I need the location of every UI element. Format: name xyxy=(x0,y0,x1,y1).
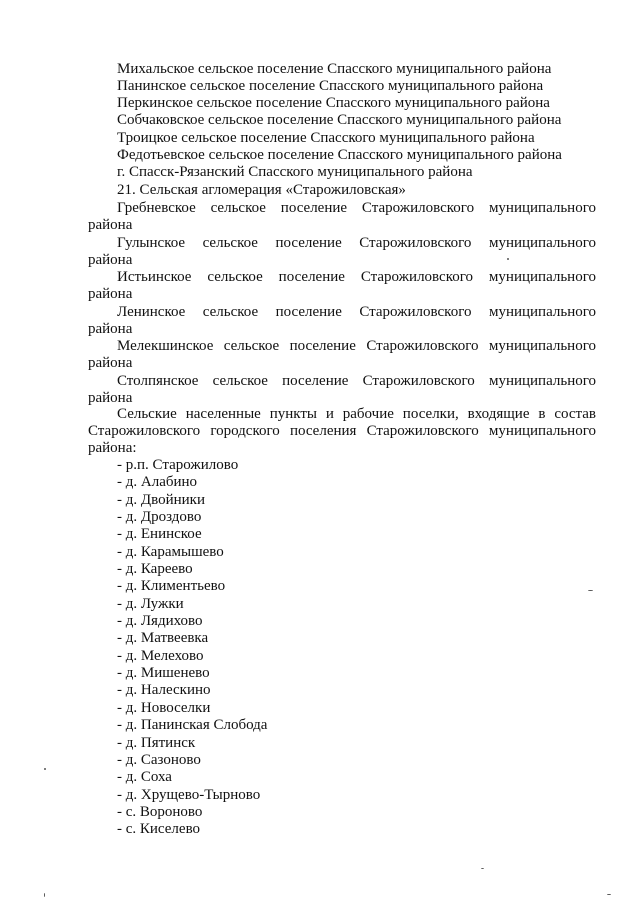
rural-settlement-line: района xyxy=(88,217,133,233)
list-item: - д. Соха xyxy=(117,769,172,786)
intro-paragraph xyxy=(88,406,596,457)
list-item: - д. Карамышево xyxy=(117,543,224,560)
rural-settlement-paragraph xyxy=(88,338,596,372)
settlement-line: Собчаковское сельское поселение Спасского муниципального района xyxy=(117,112,562,128)
settlement-line: Михальское сельское поселение Спасского муниципального района xyxy=(117,61,552,77)
localities-list xyxy=(117,457,267,839)
list-item: - д. Дроздово xyxy=(117,509,202,526)
rural-settlement-line: Столпянское сельское поселение Старожиловского муниципального xyxy=(117,373,596,389)
list-item: - д. Климентьево xyxy=(117,578,226,595)
settlement-line: Федотьевское сельское поселение Спасского муниципального района xyxy=(117,147,562,163)
rural-settlement-paragraph xyxy=(88,373,596,407)
settlement-line: Троицкое сельское поселение Спасского муниципального района xyxy=(117,130,535,146)
list-item: - д. Двойники xyxy=(117,491,205,508)
list-item: - д. Мелехово xyxy=(117,647,204,664)
rural-settlement-line: Гулынское сельское поселение Старожиловского муниципального xyxy=(117,235,596,251)
rural-settlement-paragraph xyxy=(88,269,596,303)
list-item: - д. Лядихово xyxy=(117,613,203,630)
rural-settlement-line: Истьинское сельское поселение Старожиловского муниципального xyxy=(117,269,596,285)
rural-settlement-paragraph xyxy=(88,304,596,338)
intro-line: района: xyxy=(88,440,137,456)
intro-line: Старожиловского городского поселения Старожиловского муниципального xyxy=(88,423,596,439)
intro-line: Сельские населенные пункты и рабочие поселки, входящие в состав xyxy=(117,406,596,422)
list-item: - д. Алабино xyxy=(117,474,198,491)
list-item: - д. Хрущево-Тырново xyxy=(117,786,261,803)
list-item: - д. Енинское xyxy=(117,526,202,543)
rural-settlement-line: района xyxy=(88,355,133,371)
rural-settlement-line: района xyxy=(88,321,133,337)
rural-settlement-line: района xyxy=(88,286,133,302)
list-item: - д. Пятинск xyxy=(117,734,196,751)
list-item: - д. Сазоново xyxy=(117,751,201,768)
scan-speck xyxy=(588,590,593,591)
rural-settlement-line: Ленинское сельское поселение Старожиловского муниципального xyxy=(117,304,596,320)
list-item: - д. Лужки xyxy=(117,595,184,612)
scan-speck xyxy=(44,768,46,770)
list-item: - д. Новоселки xyxy=(117,699,211,716)
list-item: - д. Матвеевка xyxy=(117,630,209,647)
section-heading: 21. Сельская агломерация «Старожиловская» xyxy=(117,182,406,198)
list-item: - с. Киселево xyxy=(117,821,201,838)
settlement-line: г. Спасск-Рязанский Спасского муниципального района xyxy=(117,164,473,180)
list-item: - д. Панинская Слобода xyxy=(117,717,268,734)
list-item: - с. Вороново xyxy=(117,803,203,820)
list-item: - д. Налескино xyxy=(117,682,211,699)
rural-settlement-line: Гребневское сельское поселение Старожиловского муниципального xyxy=(117,200,596,216)
settlement-line: Панинское сельское поселение Спасского муниципального района xyxy=(117,78,544,94)
rural-settlement-paragraph xyxy=(88,200,596,234)
scan-speck xyxy=(607,894,611,895)
scan-speck xyxy=(507,258,509,260)
scan-speck xyxy=(481,868,484,869)
scan-speck xyxy=(44,893,45,897)
list-item: - д. Кареево xyxy=(117,561,193,578)
rural-settlement-paragraph xyxy=(88,235,596,269)
settlement-line: Перкинское сельское поселение Спасского муниципального района xyxy=(117,95,550,111)
rural-settlement-line: района xyxy=(88,390,133,406)
rural-settlement-line: района xyxy=(88,252,133,268)
rural-settlement-line: Мелекшинское сельское поселение Старожиловского муниципального xyxy=(117,338,596,354)
list-item: - д. Мишенево xyxy=(117,665,210,682)
list-item: - р.п. Старожилово xyxy=(117,457,239,473)
